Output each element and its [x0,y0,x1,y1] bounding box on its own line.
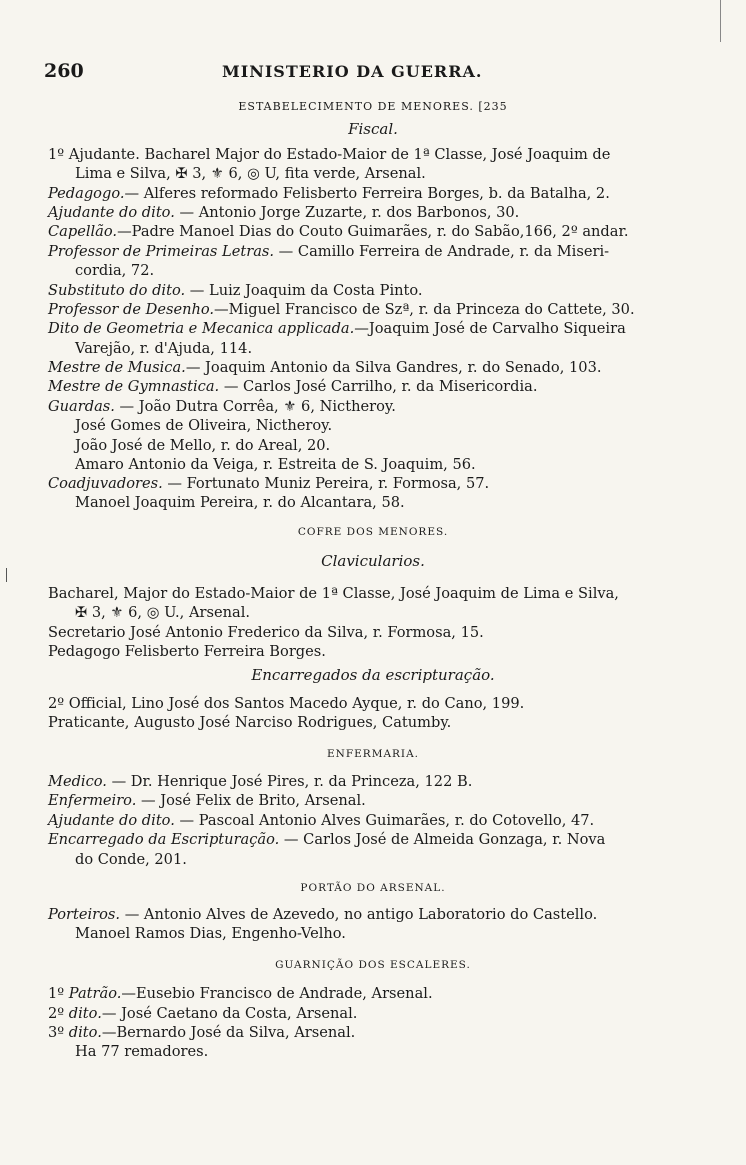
text-line [48,223,629,241]
line-text: — Antonio Jorge Zuzarte, r. dos Barbonos, 30. [174,204,520,221]
line-text: —Eusebio Francisco de Andrade, Arsenal. [121,985,433,1002]
text-line [48,243,609,261]
page-header [44,60,700,88]
line-text: GUARNIÇÃO DOS ESCALERES. [275,959,471,971]
line-text: COFRE DOS MENORES. [297,526,449,538]
role-label: Substituto do dito. [48,282,186,299]
role-label: Professor de Primeiras Letras. [48,243,275,260]
section-header: ESTABELECIMENTO DE MENORES. [235 [238,100,508,113]
line-text: — Dr. Henrique José Pires, r. da Princeza, 122 B. [106,773,473,790]
role-label: Enfermeiro. [48,792,137,809]
line-text: — Fortunato Muniz Pereira, r. Formosa, 57. [162,475,490,492]
text-line [75,262,154,280]
line-text: — Joaquim Antonio da Silva Gandres, r. do Senado, 103. [185,359,602,376]
line-text: —Padre Manoel Dias do Couto Guimarães, r. do Sabão,166, 2º andar. [117,223,629,240]
line-prefix: 2º [48,1005,69,1022]
line-text: Manoel Ramos Dias, Engenho-Velho. [75,925,346,942]
role-label: Mestre de Gymnastica. [48,378,220,395]
text-line [75,1043,208,1061]
line-text: — João Dutra Corrêa, ⚜ 6, Nictheroy. [114,398,396,415]
text-line [0,666,746,684]
text-line [48,301,635,319]
text-line [0,879,746,897]
line-text: — José Caetano da Costa, Arsenal. [101,1005,358,1022]
text-line [48,695,524,713]
role-label: Capellão. [48,223,118,240]
text-line [48,906,597,924]
text-line [0,523,746,541]
line-text: Lima e Silva, ✠ 3, ⚜ 6, ◎ U, fita verde, Arsenal. [75,165,426,182]
text-line [48,204,519,222]
role-label: Encarregado da Escripturação. [48,831,280,848]
text-line [48,185,610,203]
line-prefix: 3º [48,1024,69,1041]
line-text: — Pascoal Antonio Alves Guimarães, r. do Cotovello, 47. [174,812,595,829]
text-line [48,985,433,1003]
role-label: Coadjuvadores. [48,475,163,492]
line-text: José Gomes de Oliveira, Nictheroy. [75,417,333,434]
role-label: Professor de Desenho. [48,301,215,318]
line-text: Praticante, Augusto José Narciso Rodrigues, Catumby. [48,714,452,731]
text-line [48,773,472,791]
line-text: Pedagogo Felisberto Ferreira Borges. [48,643,326,660]
text-line [75,165,426,183]
line-text: 2º Official, Lino José dos Santos Macedo Ayque, r. do Cano, 199. [48,695,525,712]
role-label: Ajudante do dito. [48,812,175,829]
margin-mark [6,568,7,582]
text-line [75,437,330,455]
text-line [0,745,746,763]
text-line [0,120,746,138]
text-line [48,475,489,493]
text-line [48,146,610,164]
line-text: ✠ 3, ⚜ 6, ◎ U., Arsenal. [75,604,251,621]
line-text: Secretario José Antonio Frederico da Silva, r. Formosa, 15. [48,624,484,641]
text-line [48,378,538,396]
text-line [75,494,405,512]
line-text: PORTÃO DO ARSENAL. [300,882,446,894]
line-text: — Carlos José de Almeida Gonzaga, r. Nova [279,831,606,848]
line-text: Bacharel, Major do Estado-Maior de 1ª Classe, José Joaquim de Lima e Silva, [48,585,619,602]
text-line [75,604,250,622]
text-line [48,792,366,810]
text-line [48,812,594,830]
line-text: — Camillo Ferreira de Andrade, r. da Miseri- [274,243,610,260]
line-text: Fiscal. [348,120,398,138]
text-line [75,340,252,358]
line-text: Encarregados da escripturação. [251,666,495,684]
text-line [48,624,484,642]
text-line [48,585,619,603]
role-label: Mestre de Musica. [48,359,186,376]
running-title: MINISTERIO DA GUERRA. [222,62,483,81]
line-text: Varejão, r. d'Ajuda, 114. [75,340,253,357]
text-line [48,714,451,732]
line-text: Manoel Joaquim Pereira, r. do Alcantara, 58. [75,494,405,511]
line-text: João José de Mello, r. do Areal, 20. [75,437,331,454]
text-line [48,398,396,416]
page-number: 260 [44,60,84,82]
role-label: Ajudante do dito. [48,204,175,221]
role-label: Guardas. [48,398,115,415]
line-text: —Bernardo José da Silva, Arsenal. [101,1024,356,1041]
line-text: ENFERMARIA. [326,748,420,760]
line-text: 1º Ajudante. Bacharel Major do Estado-Maior de 1ª Classe, José Joaquim de [48,146,611,163]
line-text: Ha 77 remadores. [75,1043,209,1060]
role-label: Patrão. [68,985,122,1002]
text-line [48,643,326,661]
line-text: Amaro Antonio da Veiga, r. Estreita de S. Joaquim, 56. [75,456,476,473]
line-text: — Luiz Joaquim da Costa Pinto. [185,282,423,299]
line-text: — Antonio Alves de Azevedo, no antigo Laboratorio do Castello. [120,906,598,923]
text-line [48,320,626,338]
text-line [75,925,346,943]
role-label: dito. [68,1024,102,1041]
role-label: Porteiros. [48,906,121,923]
line-text: do Conde, 201. [75,851,187,868]
role-label: dito. [68,1005,102,1022]
line-prefix: 1º [48,985,69,1002]
text-line [48,359,602,377]
line-text: —Joaquim José de Carvalho Siqueira [354,320,626,337]
line-text: —Miguel Francisco de Szª, r. da Princeza do Cattete, 30. [214,301,635,318]
line-text: Clavicularios. [321,552,425,570]
line-text: — Alferes reformado Felisberto Ferreira Borges, b. da Batalha, 2. [124,185,610,202]
text-line [48,1005,357,1023]
line-text: — José Felix de Brito, Arsenal. [136,792,366,809]
text-line [75,456,476,474]
text-line [75,417,332,435]
text-line [0,552,746,570]
text-line [75,851,187,869]
line-text: cordia, 72. [75,262,155,279]
text-line [0,956,746,974]
role-label: Dito de Geometria e Mecanica applicada. [48,320,355,337]
line-text: — Carlos José Carrilho, r. da Misericordia. [219,378,538,395]
text-line [48,282,423,300]
role-label: Medico. [48,773,107,790]
role-label: Pedagogo. [48,185,125,202]
text-line [48,1024,355,1042]
margin-rule [720,0,721,42]
text-line [48,831,605,849]
